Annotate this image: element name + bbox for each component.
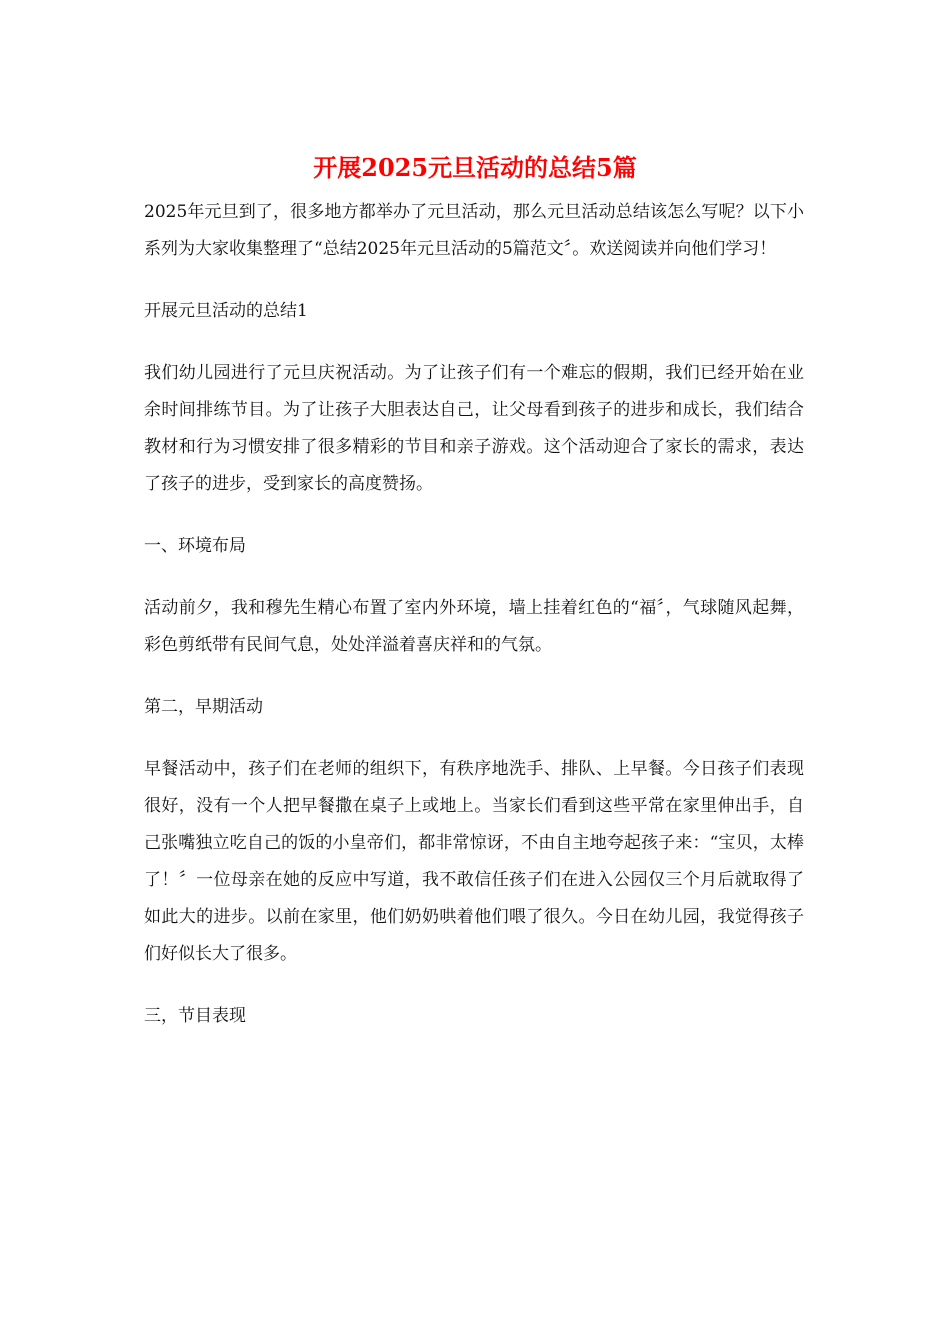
heading-program-performance: 三，节目表现 <box>144 1006 246 1026</box>
intro-paragraph: 2025年元旦到了，很多地方都举办了元旦活动，那么元旦活动总结该怎么写呢？以下小系列为大家收集整理了“总结2025年元旦活动的5篇范文〞。欢送阅读并向他们学习！ <box>144 202 804 259</box>
body-paragraph-1: 我们幼儿园进行了元旦庆祝活动。为了让孩子们有一个难忘的假期，我们已经开始在业余时间排练节目。为了让孩子大胆表达自己，让父母看到孩子的进步和成长，我们结合教材和行为习惯安排了很多精彩的节目和亲子游戏。这个活动迎合了家长的需求，表达了孩子的进步，受到家长的高度赞扬。 <box>144 363 804 494</box>
body-paragraph-3: 早餐活动中，孩子们在老师的组织下，有秩序地洗手、排队、上早餐。今日孩子们表现很好，没有一个人把早餐撒在桌子上或地上。当家长们看到这些平常在家里伸出手，自己张嘴独立吃自己的饭的小皇帝们，都非常惊讶，不由自主地夸起孩子来：“宝贝，太棒了！〞一位母亲在她的反应中写道，我不敢信任孩子们在进入公园仅三个月后就取得了如此大的进步。以前在家里，他们奶奶哄着他们喂了很久。今日在幼儿园，我觉得孩子们好似长大了很多。 <box>144 759 804 964</box>
section-title: 开展元旦活动的总结1 <box>144 301 308 321</box>
heading-environment-layout: 一、环境布局 <box>144 536 246 556</box>
document-body <box>144 194 804 1060</box>
body-paragraph-2: 活动前夕，我和穆先生精心布置了室内外环境，墙上挂着红色的“福〞，气球随风起舞，彩色剪纸带有民间气息，处处洋溢着喜庆祥和的气氛。 <box>144 598 804 655</box>
document-title: 开展2025元旦活动的总结5篇 <box>313 153 637 182</box>
heading-early-activities: 第二，早期活动 <box>144 697 263 717</box>
